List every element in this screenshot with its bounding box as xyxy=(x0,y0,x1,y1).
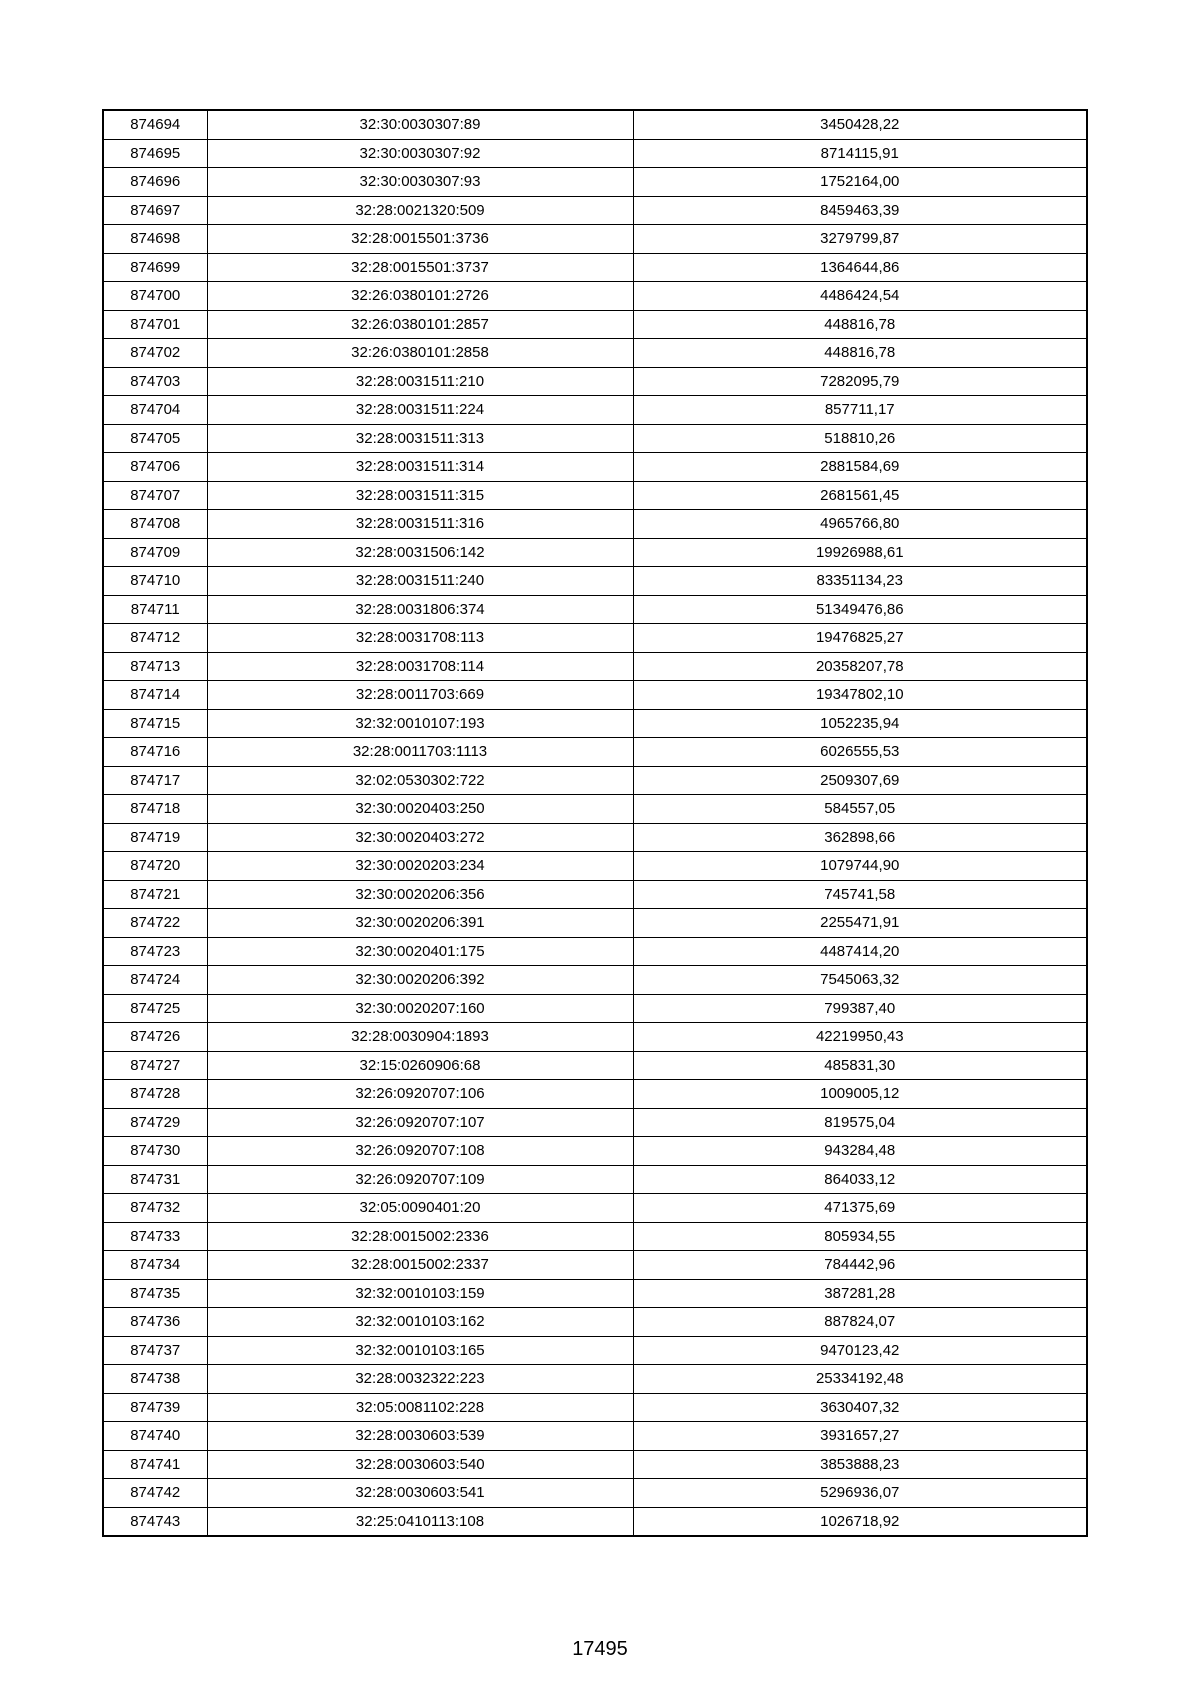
cadastral-number-cell: 32:28:0031708:113 xyxy=(207,624,633,653)
cadastral-value-cell: 1364644,86 xyxy=(633,253,1087,282)
cadastral-number-cell: 32:30:0020206:392 xyxy=(207,966,633,995)
row-number-cell: 874710 xyxy=(103,567,207,596)
cadastral-number-cell: 32:30:0020206:356 xyxy=(207,880,633,909)
table-row xyxy=(103,1308,1087,1337)
cadastral-number-cell: 32:32:0010103:165 xyxy=(207,1336,633,1365)
table-row xyxy=(103,1251,1087,1280)
table-row xyxy=(103,168,1087,197)
cadastral-number-cell: 32:28:0032322:223 xyxy=(207,1365,633,1394)
row-number-cell: 874737 xyxy=(103,1336,207,1365)
row-number-cell: 874708 xyxy=(103,510,207,539)
cadastral-value-cell: 448816,78 xyxy=(633,310,1087,339)
table-row xyxy=(103,481,1087,510)
cadastral-value-cell: 3931657,27 xyxy=(633,1422,1087,1451)
page-number: 17495 xyxy=(572,1638,628,1660)
cadastral-value-cell: 2255471,91 xyxy=(633,909,1087,938)
cadastral-value-cell: 25334192,48 xyxy=(633,1365,1087,1394)
table-row xyxy=(103,624,1087,653)
table-row xyxy=(103,1422,1087,1451)
row-number-cell: 874698 xyxy=(103,225,207,254)
cadastral-number-cell: 32:30:0020207:160 xyxy=(207,994,633,1023)
table-row xyxy=(103,1080,1087,1109)
table-row xyxy=(103,681,1087,710)
row-number-cell: 874702 xyxy=(103,339,207,368)
row-number-cell: 874711 xyxy=(103,595,207,624)
cadastral-number-cell: 32:05:0081102:228 xyxy=(207,1393,633,1422)
row-number-cell: 874738 xyxy=(103,1365,207,1394)
cadastral-number-cell: 32:02:0530302:722 xyxy=(207,766,633,795)
cadastral-value-cell: 471375,69 xyxy=(633,1194,1087,1223)
cadastral-number-cell: 32:32:0010107:193 xyxy=(207,709,633,738)
cadastral-value-cell: 7282095,79 xyxy=(633,367,1087,396)
cadastral-value-cell: 2681561,45 xyxy=(633,481,1087,510)
table-row xyxy=(103,595,1087,624)
cadastral-number-cell: 32:32:0010103:162 xyxy=(207,1308,633,1337)
cadastral-value-cell: 799387,40 xyxy=(633,994,1087,1023)
table-row xyxy=(103,852,1087,881)
cadastral-value-cell: 4965766,80 xyxy=(633,510,1087,539)
row-number-cell: 874736 xyxy=(103,1308,207,1337)
cadastral-value-cell: 805934,55 xyxy=(633,1222,1087,1251)
table-row xyxy=(103,795,1087,824)
cadastral-number-cell: 32:28:0031511:315 xyxy=(207,481,633,510)
cadastral-value-cell: 2881584,69 xyxy=(633,453,1087,482)
table-row xyxy=(103,1479,1087,1508)
cadastral-number-cell: 32:32:0010103:159 xyxy=(207,1279,633,1308)
table-row xyxy=(103,1279,1087,1308)
table-row xyxy=(103,1194,1087,1223)
row-number-cell: 874720 xyxy=(103,852,207,881)
row-number-cell: 874725 xyxy=(103,994,207,1023)
row-number-cell: 874697 xyxy=(103,196,207,225)
cadastral-number-cell: 32:26:0920707:109 xyxy=(207,1165,633,1194)
cadastral-number-cell: 32:28:0031511:240 xyxy=(207,567,633,596)
cadastral-number-cell: 32:28:0031511:210 xyxy=(207,367,633,396)
cadastral-value-cell: 745741,58 xyxy=(633,880,1087,909)
cadastral-number-cell: 32:28:0030603:541 xyxy=(207,1479,633,1508)
table-row xyxy=(103,937,1087,966)
row-number-cell: 874705 xyxy=(103,424,207,453)
table-row xyxy=(103,652,1087,681)
cadastral-number-cell: 32:28:0015002:2337 xyxy=(207,1251,633,1280)
cadastral-number-cell: 32:30:0020403:250 xyxy=(207,795,633,824)
table-row xyxy=(103,709,1087,738)
row-number-cell: 874719 xyxy=(103,823,207,852)
cadastral-number-cell: 32:28:0031806:374 xyxy=(207,595,633,624)
table-row xyxy=(103,966,1087,995)
table-row xyxy=(103,510,1087,539)
row-number-cell: 874695 xyxy=(103,139,207,168)
cadastral-number-cell: 32:30:0020206:391 xyxy=(207,909,633,938)
row-number-cell: 874723 xyxy=(103,937,207,966)
row-number-cell: 874714 xyxy=(103,681,207,710)
row-number-cell: 874709 xyxy=(103,538,207,567)
cadastral-value-cell: 3279799,87 xyxy=(633,225,1087,254)
table-row xyxy=(103,823,1087,852)
table-row xyxy=(103,1222,1087,1251)
cadastral-number-cell: 32:28:0030603:540 xyxy=(207,1450,633,1479)
row-number-cell: 874733 xyxy=(103,1222,207,1251)
cadastral-number-cell: 32:26:0920707:107 xyxy=(207,1108,633,1137)
row-number-cell: 874731 xyxy=(103,1165,207,1194)
cadastral-value-cell: 485831,30 xyxy=(633,1051,1087,1080)
row-number-cell: 874743 xyxy=(103,1507,207,1536)
cadastral-value-cell: 887824,07 xyxy=(633,1308,1087,1337)
cadastral-number-cell: 32:30:0030307:93 xyxy=(207,168,633,197)
cadastral-number-cell: 32:28:0030904:1893 xyxy=(207,1023,633,1052)
cadastral-number-cell: 32:30:0020403:272 xyxy=(207,823,633,852)
table-row xyxy=(103,1051,1087,1080)
table-row xyxy=(103,538,1087,567)
table-row xyxy=(103,1108,1087,1137)
cadastral-number-cell: 32:28:0021320:509 xyxy=(207,196,633,225)
cadastral-number-cell: 32:26:0380101:2726 xyxy=(207,282,633,311)
row-number-cell: 874713 xyxy=(103,652,207,681)
cadastral-value-cell: 8459463,39 xyxy=(633,196,1087,225)
table-row xyxy=(103,909,1087,938)
row-number-cell: 874707 xyxy=(103,481,207,510)
cadastral-number-cell: 32:28:0015501:3737 xyxy=(207,253,633,282)
row-number-cell: 874717 xyxy=(103,766,207,795)
cadastral-value-cell: 4487414,20 xyxy=(633,937,1087,966)
row-number-cell: 874718 xyxy=(103,795,207,824)
cadastral-value-cell: 3450428,22 xyxy=(633,110,1087,139)
cadastral-value-cell: 2509307,69 xyxy=(633,766,1087,795)
table-row xyxy=(103,1393,1087,1422)
cadastral-number-cell: 32:15:0260906:68 xyxy=(207,1051,633,1080)
row-number-cell: 874724 xyxy=(103,966,207,995)
table-row xyxy=(103,567,1087,596)
cadastral-number-cell: 32:28:0015501:3736 xyxy=(207,225,633,254)
cadastral-value-cell: 518810,26 xyxy=(633,424,1087,453)
row-number-cell: 874722 xyxy=(103,909,207,938)
row-number-cell: 874712 xyxy=(103,624,207,653)
cadastral-value-cell: 387281,28 xyxy=(633,1279,1087,1308)
row-number-cell: 874699 xyxy=(103,253,207,282)
table-row xyxy=(103,1137,1087,1166)
cadastral-number-cell: 32:26:0920707:106 xyxy=(207,1080,633,1109)
table-row xyxy=(103,1365,1087,1394)
cadastral-number-cell: 32:28:0011703:669 xyxy=(207,681,633,710)
row-number-cell: 874703 xyxy=(103,367,207,396)
row-number-cell: 874715 xyxy=(103,709,207,738)
table-row xyxy=(103,880,1087,909)
cadastral-number-cell: 32:30:0020401:175 xyxy=(207,937,633,966)
row-number-cell: 874740 xyxy=(103,1422,207,1451)
table-row xyxy=(103,196,1087,225)
cadastral-value-cell: 9470123,42 xyxy=(633,1336,1087,1365)
row-number-cell: 874730 xyxy=(103,1137,207,1166)
row-number-cell: 874704 xyxy=(103,396,207,425)
row-number-cell: 874741 xyxy=(103,1450,207,1479)
cadastral-value-cell: 1752164,00 xyxy=(633,168,1087,197)
table-row xyxy=(103,253,1087,282)
table-row xyxy=(103,1165,1087,1194)
cadastral-value-cell: 42219950,43 xyxy=(633,1023,1087,1052)
cadastral-value-cell: 864033,12 xyxy=(633,1165,1087,1194)
cadastral-value-cell: 1079744,90 xyxy=(633,852,1087,881)
row-number-cell: 874694 xyxy=(103,110,207,139)
row-number-cell: 874734 xyxy=(103,1251,207,1280)
table-row xyxy=(103,310,1087,339)
cadastral-value-cell: 1009005,12 xyxy=(633,1080,1087,1109)
cadastral-value-cell: 83351134,23 xyxy=(633,567,1087,596)
cadastral-number-cell: 32:28:0015002:2336 xyxy=(207,1222,633,1251)
table-body xyxy=(103,110,1087,1536)
cadastral-number-cell: 32:28:0031506:142 xyxy=(207,538,633,567)
cadastral-number-cell: 32:25:0410113:108 xyxy=(207,1507,633,1536)
cadastral-value-cell: 584557,05 xyxy=(633,795,1087,824)
cadastral-value-cell: 1026718,92 xyxy=(633,1507,1087,1536)
cadastral-number-cell: 32:28:0031511:313 xyxy=(207,424,633,453)
row-number-cell: 874739 xyxy=(103,1393,207,1422)
row-number-cell: 874706 xyxy=(103,453,207,482)
table-row xyxy=(103,367,1087,396)
cadastral-value-cell: 7545063,32 xyxy=(633,966,1087,995)
table-row xyxy=(103,766,1087,795)
cadastral-value-cell: 51349476,86 xyxy=(633,595,1087,624)
row-number-cell: 874728 xyxy=(103,1080,207,1109)
cadastral-number-cell: 32:30:0020203:234 xyxy=(207,852,633,881)
row-number-cell: 874716 xyxy=(103,738,207,767)
cadastral-number-cell: 32:28:0030603:539 xyxy=(207,1422,633,1451)
row-number-cell: 874721 xyxy=(103,880,207,909)
cadastral-value-cell: 8714115,91 xyxy=(633,139,1087,168)
cadastral-number-cell: 32:28:0031708:114 xyxy=(207,652,633,681)
table-row xyxy=(103,139,1087,168)
cadastral-number-cell: 32:26:0380101:2858 xyxy=(207,339,633,368)
cadastral-value-cell: 1052235,94 xyxy=(633,709,1087,738)
cadastral-value-cell: 784442,96 xyxy=(633,1251,1087,1280)
cadastral-number-cell: 32:26:0920707:108 xyxy=(207,1137,633,1166)
table-row xyxy=(103,339,1087,368)
cadastral-value-cell: 20358207,78 xyxy=(633,652,1087,681)
cadastral-value-cell: 362898,66 xyxy=(633,823,1087,852)
table-row xyxy=(103,1450,1087,1479)
table-row xyxy=(103,1507,1087,1536)
row-number-cell: 874696 xyxy=(103,168,207,197)
cadastral-value-cell: 3630407,32 xyxy=(633,1393,1087,1422)
cadastral-value-cell: 819575,04 xyxy=(633,1108,1087,1137)
cadastral-number-cell: 32:30:0030307:92 xyxy=(207,139,633,168)
table-row xyxy=(103,453,1087,482)
cadastral-value-cell: 4486424,54 xyxy=(633,282,1087,311)
row-number-cell: 874732 xyxy=(103,1194,207,1223)
table-row xyxy=(103,738,1087,767)
table-row xyxy=(103,1023,1087,1052)
cadastral-value-cell: 19476825,27 xyxy=(633,624,1087,653)
cadastral-value-cell: 19347802,10 xyxy=(633,681,1087,710)
cadastral-value-cell: 3853888,23 xyxy=(633,1450,1087,1479)
cadastral-value-cell: 5296936,07 xyxy=(633,1479,1087,1508)
row-number-cell: 874701 xyxy=(103,310,207,339)
cadastral-value-cell: 943284,48 xyxy=(633,1137,1087,1166)
table-row xyxy=(103,994,1087,1023)
table-row xyxy=(103,424,1087,453)
table-row xyxy=(103,1336,1087,1365)
cadastral-value-cell: 19926988,61 xyxy=(633,538,1087,567)
cadastral-number-cell: 32:05:0090401:20 xyxy=(207,1194,633,1223)
cadastral-value-cell: 448816,78 xyxy=(633,339,1087,368)
row-number-cell: 874700 xyxy=(103,282,207,311)
cadastral-number-cell: 32:28:0031511:314 xyxy=(207,453,633,482)
cadastral-value-cell: 6026555,53 xyxy=(633,738,1087,767)
cadastral-number-cell: 32:30:0030307:89 xyxy=(207,110,633,139)
row-number-cell: 874735 xyxy=(103,1279,207,1308)
row-number-cell: 874726 xyxy=(103,1023,207,1052)
cadastral-value-cell: 857711,17 xyxy=(633,396,1087,425)
cadastral-number-cell: 32:28:0031511:316 xyxy=(207,510,633,539)
table-row xyxy=(103,110,1087,139)
row-number-cell: 874729 xyxy=(103,1108,207,1137)
row-number-cell: 874742 xyxy=(103,1479,207,1508)
cadastral-number-cell: 32:28:0011703:1113 xyxy=(207,738,633,767)
cadastral-number-cell: 32:28:0031511:224 xyxy=(207,396,633,425)
table-row xyxy=(103,225,1087,254)
table-row xyxy=(103,396,1087,425)
cadastral-number-cell: 32:26:0380101:2857 xyxy=(207,310,633,339)
cadastral-value-table xyxy=(102,109,1088,1537)
row-number-cell: 874727 xyxy=(103,1051,207,1080)
table-row xyxy=(103,282,1087,311)
